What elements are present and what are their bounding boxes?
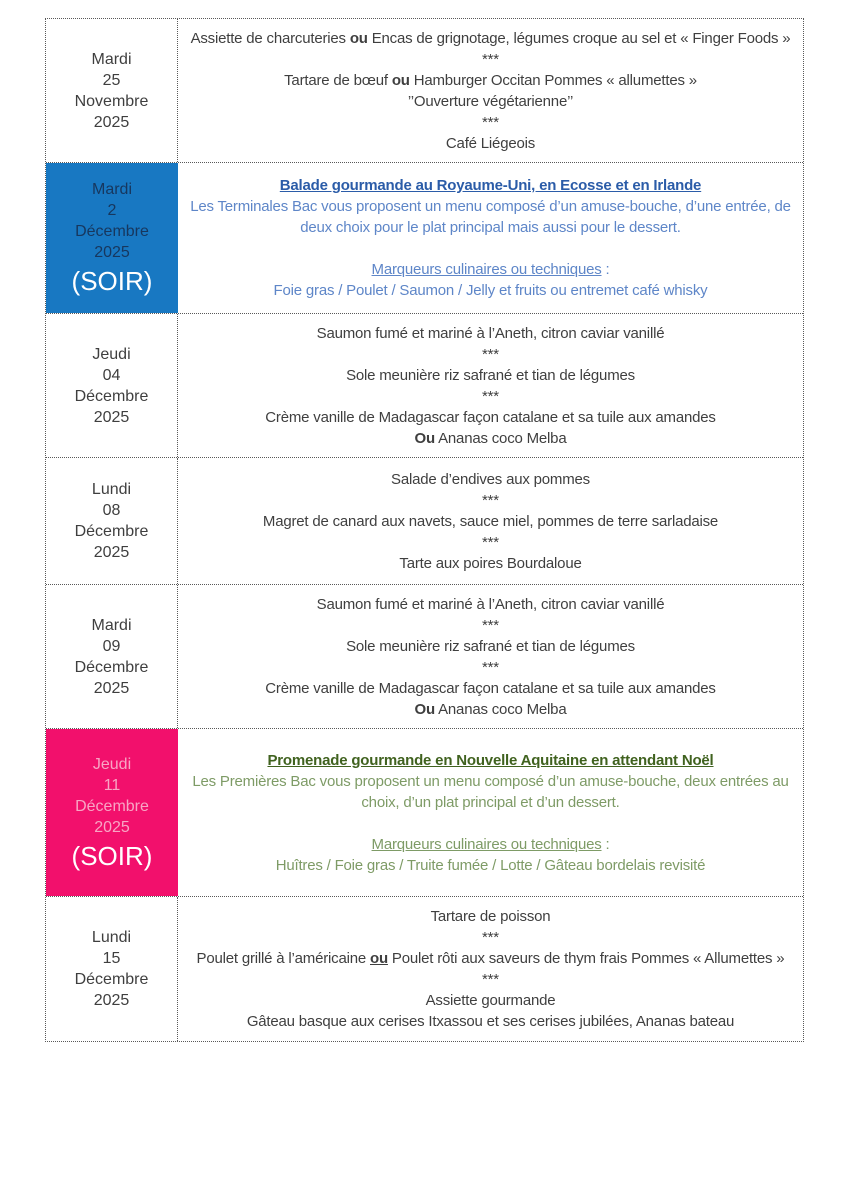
- text-segment: Poulet rôti aux saveurs de thym frais Pommes « Allumettes »: [387, 950, 785, 967]
- date-cell: [46, 585, 178, 728]
- date-cell: [46, 19, 178, 162]
- marker-line: [182, 259, 799, 280]
- text-segment: ou: [391, 71, 410, 89]
- date-line: Lundi: [91, 929, 132, 946]
- text-segment: ***: [482, 533, 499, 551]
- text-segment: :: [601, 261, 610, 278]
- date-line: 2025: [93, 992, 130, 1009]
- date-line: Décembre: [74, 523, 149, 540]
- text-segment: deux choix pour le plat principal mais aussi pour le dessert.: [300, 219, 681, 236]
- text-segment: ***: [482, 387, 499, 405]
- soir-label: (SOIR): [71, 266, 153, 296]
- text-segment: Ananas coco Melba: [434, 429, 567, 447]
- text-segment: Marqueurs culinaires ou techniques: [371, 835, 602, 853]
- menu-table: [45, 18, 804, 1042]
- menu-line: [182, 217, 799, 238]
- menu-row-4: [46, 457, 803, 584]
- text-segment: ***: [482, 345, 499, 363]
- date-line: Lundi: [91, 481, 132, 498]
- text-segment: ***: [482, 658, 499, 676]
- date-line: 08: [102, 502, 121, 519]
- text-segment: Promenade gourmande en Nouvelle Aquitaine en attendant Noël: [267, 751, 714, 769]
- menu-line: [182, 594, 799, 615]
- menu-line: [182, 948, 799, 969]
- menu-cell: [178, 458, 803, 584]
- date-line: Décembre: [74, 387, 149, 405]
- menu-cell: [178, 729, 803, 896]
- date-line: Décembre: [74, 658, 149, 676]
- text-segment: Hamburger Occitan Pommes « allumettes »: [409, 71, 697, 89]
- text-segment: Crème vanille de Madagascar façon catalane et sa tuile aux amandes: [265, 679, 716, 697]
- date-line: Mardi: [91, 181, 132, 198]
- text-segment: Les Terminales Bac vous proposent un menu composé d’un amuse-bouche, d’une entrée, de: [190, 198, 791, 215]
- text-segment: Gâteau basque aux cerises Itxassou et ses cerises jubilées, Ananas bateau: [246, 1013, 735, 1030]
- menu-line: [182, 771, 799, 792]
- date-cell: [46, 729, 178, 896]
- menu-row-2: [46, 162, 803, 313]
- text-segment: Saumon fumé et mariné à l’Aneth, citron caviar vanillé: [316, 595, 665, 613]
- menu-line: [182, 196, 799, 217]
- text-segment: :: [601, 835, 610, 853]
- date-line: 09: [102, 637, 121, 655]
- text-segment: Ananas coco Melba: [434, 700, 567, 718]
- menu-line: [182, 699, 799, 720]
- menu-cell: [178, 163, 803, 313]
- text-segment: Les Premières Bac vous proposent un menu composé d’un amuse-bouche, deux entrées au: [192, 772, 789, 790]
- menu-line: [182, 91, 799, 112]
- date-line: 15: [102, 950, 121, 967]
- date-line: Décembre: [75, 223, 149, 240]
- menu-line: [182, 428, 799, 449]
- menu-cell: [178, 19, 803, 162]
- text-segment: Saumon fumé et mariné à l’Aneth, citron caviar vanillé: [316, 324, 665, 342]
- menu-line: [182, 511, 799, 532]
- date-line: 2025: [94, 818, 130, 836]
- text-segment: ***: [482, 616, 499, 634]
- text-segment: Tarte aux poires Bourdaloue: [399, 554, 582, 572]
- text-segment: Ou: [414, 429, 435, 447]
- menu-line: [182, 678, 799, 699]
- date-line: Novembre: [74, 92, 149, 110]
- menu-line: [182, 1011, 799, 1032]
- text-segment: ***: [482, 113, 499, 131]
- date-cell: [46, 897, 178, 1041]
- text-segment: Poulet grillé à l’américaine: [196, 950, 370, 967]
- date-line: 2025: [93, 408, 130, 426]
- menu-line: [182, 407, 799, 428]
- text-segment: ***: [482, 50, 499, 68]
- menu-line: [182, 28, 799, 49]
- stars-separator: [182, 615, 799, 636]
- date-cell: [46, 458, 178, 584]
- date-line: 04: [102, 366, 121, 384]
- text-segment: choix, d’un plat principal et d’un dessert.: [361, 793, 620, 811]
- menu-theme-title: [182, 175, 799, 196]
- text-segment: Salade d’endives aux pommes: [391, 470, 590, 488]
- menu-line: [182, 70, 799, 91]
- text-segment: Balade gourmande au Royaume-Uni, en Ecosse et en Irlande: [279, 177, 702, 194]
- menu-cell: [178, 585, 803, 728]
- stars-separator: [182, 969, 799, 990]
- date-cell: [46, 314, 178, 457]
- menu-line: [182, 553, 799, 574]
- menu-line: [182, 636, 799, 657]
- date-line: 2025: [94, 244, 130, 261]
- menu-row-7: [46, 896, 803, 1041]
- text-segment: Tartare de bœuf: [284, 71, 392, 89]
- stars-separator: [182, 344, 799, 365]
- date-line: Jeudi: [92, 755, 132, 773]
- date-line: 2: [107, 202, 117, 219]
- date-cell: [46, 163, 178, 313]
- text-segment: Ou: [414, 700, 435, 718]
- text-segment: ’’Ouverture végétarienne’’: [407, 92, 574, 110]
- text-segment: Crème vanille de Madagascar façon catalane et sa tuile aux amandes: [265, 408, 716, 426]
- menu-row-6: [46, 728, 803, 896]
- menu-line: [182, 906, 799, 927]
- menu-row-3: [46, 313, 803, 457]
- text-segment: Encas de grignotage, légumes croque au sel et « Finger Foods »: [367, 29, 791, 47]
- menu-line: [182, 323, 799, 344]
- stars-separator: [182, 112, 799, 133]
- text-segment: Tartare de poisson: [430, 908, 551, 925]
- text-segment: ou: [349, 29, 368, 47]
- text-segment: ***: [482, 491, 499, 509]
- stars-separator: [182, 386, 799, 407]
- text-segment: Magret de canard aux navets, sauce miel, pommes de terre sarladaise: [262, 512, 719, 530]
- stars-separator: [182, 657, 799, 678]
- text-segment: Marqueurs culinaires ou techniques: [371, 261, 602, 278]
- date-line: Mardi: [91, 616, 132, 634]
- menu-line: [182, 365, 799, 386]
- menu-cell: [178, 897, 803, 1041]
- blank-line: [182, 813, 799, 834]
- date-line: 2025: [93, 113, 130, 131]
- menu-cell: [178, 314, 803, 457]
- date-line: 2025: [93, 679, 130, 697]
- date-line: 25: [102, 71, 121, 89]
- date-line: Mardi: [91, 50, 132, 68]
- menu-theme-title: [182, 750, 799, 771]
- text-segment: Sole meunière riz safrané et tian de légumes: [346, 366, 635, 384]
- date-line: Jeudi: [92, 345, 131, 363]
- date-line: 2025: [93, 544, 130, 561]
- stars-separator: [182, 490, 799, 511]
- text-segment: Assiette de charcuteries: [190, 29, 350, 47]
- blank-line: [182, 238, 799, 259]
- date-line: Décembre: [74, 971, 149, 988]
- text-segment: Assiette gourmande: [425, 992, 556, 1009]
- menu-line: [182, 133, 799, 154]
- text-segment: ***: [482, 971, 499, 988]
- menu-line: [182, 469, 799, 490]
- text-segment: ***: [482, 929, 499, 946]
- menu-line: [182, 990, 799, 1011]
- text-segment: Huîtres / Foie gras / Truite fumée / Lotte / Gâteau bordelais revisité: [275, 856, 706, 874]
- menu-line: [182, 792, 799, 813]
- menu-line: [182, 855, 799, 876]
- menu-row-1: [46, 19, 803, 162]
- stars-separator: [182, 927, 799, 948]
- stars-separator: [182, 532, 799, 553]
- date-line: 11: [103, 776, 121, 794]
- menu-line: [182, 280, 799, 301]
- soir-label: (SOIR): [71, 840, 153, 871]
- marker-line: [182, 834, 799, 855]
- date-line: Décembre: [75, 797, 149, 815]
- text-segment: Café Liégeois: [445, 134, 536, 152]
- menu-row-5: [46, 584, 803, 728]
- text-segment: ou: [370, 950, 388, 967]
- stars-separator: [182, 49, 799, 70]
- text-segment: Foie gras / Poulet / Saumon / Jelly et fruits ou entremet café whisky: [273, 282, 708, 299]
- text-segment: Sole meunière riz safrané et tian de légumes: [346, 637, 635, 655]
